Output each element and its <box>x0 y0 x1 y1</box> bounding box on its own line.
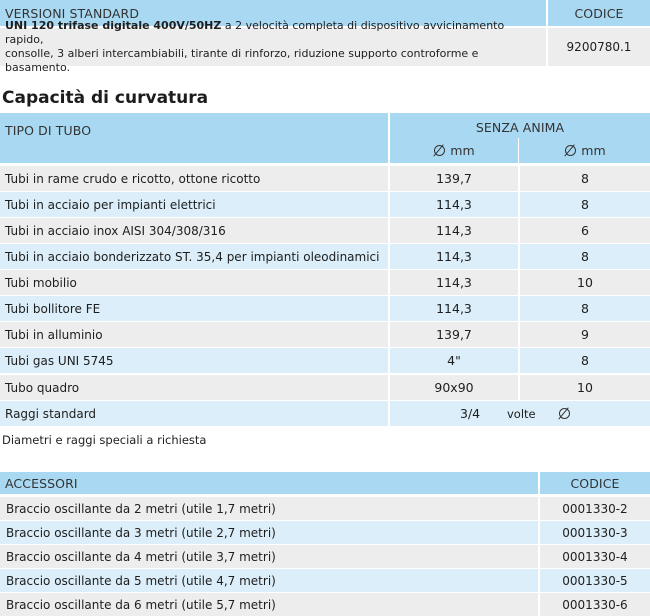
accessory-name: Braccio oscillante da 6 metri (utile 5,7 metri) <box>6 597 276 612</box>
col-diameter <box>390 139 518 161</box>
list-item <box>0 569 650 592</box>
radii-row <box>0 401 650 426</box>
versions-header-label: VERSIONI STANDARD <box>5 5 140 21</box>
table-row <box>0 244 650 269</box>
tube-type: Tubi in acciaio inox AISI 304/308/316 <box>5 223 226 238</box>
accessory-name: Braccio oscillante da 5 metri (utile 4,7 metri) <box>6 573 276 588</box>
diameter-icon <box>564 144 577 157</box>
tube-thickness: 6 <box>581 223 589 238</box>
tube-diameter: 114,3 <box>436 197 472 212</box>
list-item <box>0 497 650 520</box>
tube-diameter: 114,3 <box>436 223 472 238</box>
tube-thickness: 10 <box>577 380 593 395</box>
tube-type: Tubi in rame crudo e ricotto, ottone ricotto <box>5 171 261 186</box>
col-diameter-unit: mm <box>450 142 475 158</box>
accessories-header <box>0 472 650 494</box>
tube-thickness: 8 <box>581 353 589 368</box>
col-thickness-unit: mm <box>581 142 606 158</box>
tube-diameter: 139,7 <box>436 327 472 342</box>
version-desc-line2: consolle, 3 alberi intercambiabili, tirante di rinforzo, riduzione supporto controforme e basamento. <box>5 47 479 74</box>
tube-type: Tubi mobilio <box>5 275 77 290</box>
version-code: 9200780.1 <box>566 40 632 54</box>
version-model: UNI 120 trifase digitale 400V/50HZ <box>5 19 222 32</box>
versions-row <box>0 19 650 74</box>
list-item <box>0 545 650 568</box>
diameter-icon <box>558 407 571 420</box>
list-item <box>0 593 650 616</box>
versions-code-header: CODICE <box>574 5 624 21</box>
col-group-no-mandrel: SENZA ANIMA <box>475 119 565 135</box>
radii-symbol <box>558 401 578 426</box>
tube-type: Tubi gas UNI 5745 <box>5 353 114 368</box>
list-item <box>0 521 650 544</box>
tube-diameter: 90x90 <box>434 380 474 395</box>
version-desc-line1: a 2 velocità completa di dispositivo avvicinamento rapido, <box>5 19 505 46</box>
accessory-code: 0001330-6 <box>562 597 628 612</box>
tube-type: Tubi bollitore FE <box>5 301 101 316</box>
tube-thickness: 10 <box>577 275 593 290</box>
col-tube-type: TIPO DI TUBO <box>5 122 92 138</box>
tube-type: Tubo quadro <box>5 380 80 395</box>
section-title: Capacità di curvatura <box>2 88 209 108</box>
accessory-name: Braccio oscillante da 4 metri (utile 3,7 metri) <box>6 549 276 564</box>
version-description <box>0 19 546 74</box>
accessory-code: 0001330-3 <box>562 525 628 540</box>
tube-type: Tubi in acciaio per impianti elettrici <box>5 197 216 212</box>
accessory-code: 0001330-5 <box>562 573 628 588</box>
col-thickness <box>520 139 650 161</box>
tube-thickness: 8 <box>581 197 589 212</box>
accessory-code: 0001330-2 <box>562 501 628 516</box>
tube-thickness: 9 <box>581 327 589 342</box>
accessory-name: Braccio oscillante da 2 metri (utile 1,7 metri) <box>6 501 276 516</box>
tube-type: Tubi in alluminio <box>5 327 103 342</box>
table-row <box>0 270 650 295</box>
table-row <box>0 218 650 243</box>
special-note: Diametri e raggi speciali a richiesta <box>2 433 207 447</box>
table-row <box>0 375 650 400</box>
tube-thickness: 8 <box>581 171 589 186</box>
table-row <box>0 322 650 347</box>
capacity-header <box>0 113 650 163</box>
table-row <box>0 192 650 217</box>
radii-value: 3/4 <box>460 406 481 421</box>
table-row <box>0 348 650 373</box>
tube-diameter: 114,3 <box>436 249 472 264</box>
radii-unit: volte <box>507 406 536 421</box>
tube-diameter: 114,3 <box>436 275 472 290</box>
diameter-icon <box>433 144 446 157</box>
tube-diameter: 114,3 <box>436 301 472 316</box>
tube-diameter: 139,7 <box>436 171 472 186</box>
table-row <box>0 296 650 321</box>
table-row <box>0 166 650 191</box>
accessory-name: Braccio oscillante da 3 metri (utile 2,7 metri) <box>6 525 276 540</box>
tube-thickness: 8 <box>581 301 589 316</box>
accessories-code-header: CODICE <box>570 475 620 491</box>
accessory-code: 0001330-4 <box>562 549 628 564</box>
tube-type: Tubi in acciaio bonderizzato ST. 35,4 per impianti oleodinamici <box>5 249 380 264</box>
tube-diameter: 4" <box>447 353 461 368</box>
tube-thickness: 8 <box>581 249 589 264</box>
accessories-header-label: ACCESSORI <box>5 475 78 491</box>
radii-label: Raggi standard <box>5 406 97 421</box>
